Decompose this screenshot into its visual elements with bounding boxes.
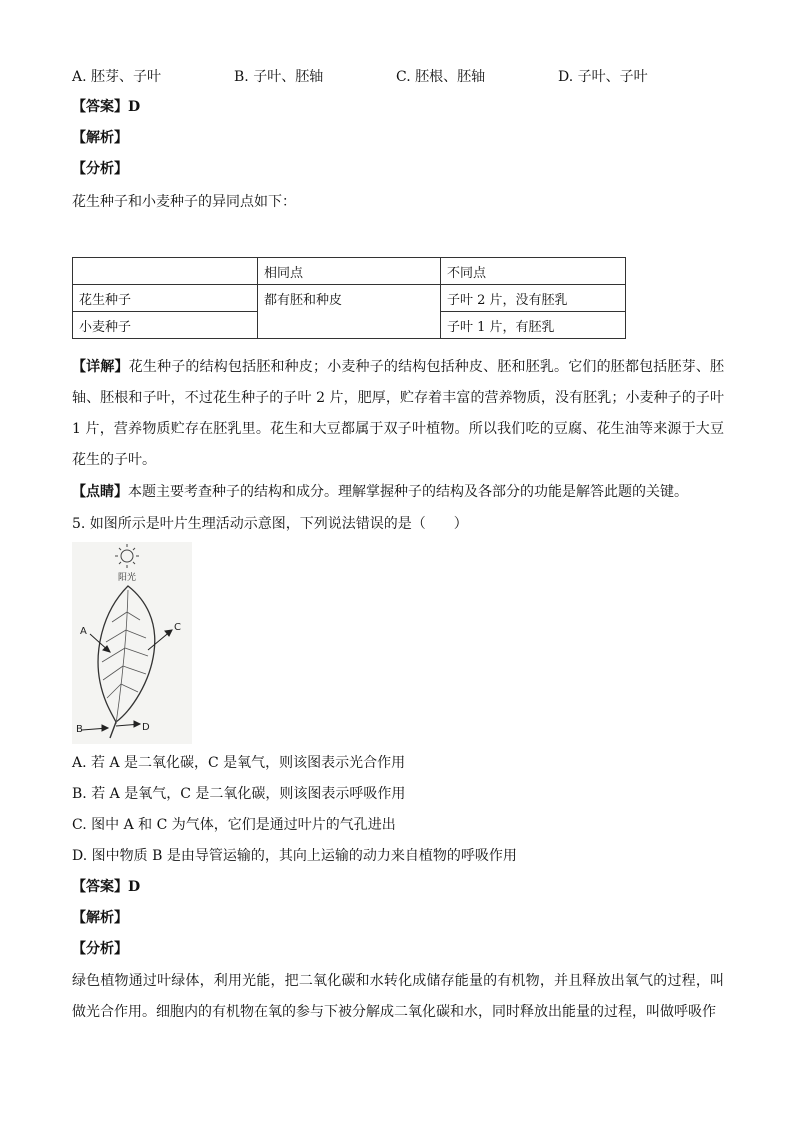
q4-option-b: B. 子叶、胚轴 [234, 69, 324, 85]
leaf-stem [110, 722, 116, 738]
q4-options [72, 66, 732, 86]
q4-table-intro: 花生种子和小麦种子的异同点如下： [72, 194, 296, 210]
q4-option-a: A. 胚芽、子叶 [72, 69, 162, 85]
q5-analysis-tag: 【解析】 [72, 910, 128, 926]
detail-tag: 【详解】 [72, 359, 129, 375]
q4-detail [72, 352, 724, 476]
table-cell-diff: 子叶 2 片，没有胚乳 [441, 285, 626, 312]
table-header-cell: 相同点 [258, 258, 441, 285]
leaf-diagram-svg [72, 542, 192, 744]
q5-analysis-text: 绿色植物通过叶绿体，利用光能，把二氧化碳和水转化成储存能量的有机物，并且释放出氧气的过程，叫做光合作用。细胞内的有机物在氧的参与下被分解成二氧化碳和水，同时释放出能量的过程，叫做呼吸作 [72, 973, 724, 1020]
q4-option-d: D. 子叶、子叶 [558, 69, 648, 85]
q4-analysis-tag: 【解析】 [72, 130, 128, 146]
arrow-icon [82, 630, 172, 731]
q4-answer [72, 97, 140, 117]
q5-option-a: A. 若 A 是二氧化碳，C 是氧气，则该图表示光合作用 [72, 755, 406, 771]
leaf-diagram [72, 542, 192, 744]
label-a: A [80, 626, 87, 637]
q5-fenxi-tag: 【分析】 [72, 941, 128, 957]
table-cell-same: 都有胚和种皮 [258, 285, 441, 339]
comment-tag: 【点睛】 [72, 484, 128, 500]
leaf-veins [102, 590, 148, 724]
q5-option-c: C. 图中 A 和 C 为气体，它们是通过叶片的气孔进出 [72, 817, 396, 833]
answer-tag: 【答案】 [72, 99, 128, 115]
table-cell-diff: 子叶 1 片，有胚乳 [441, 312, 626, 339]
detail-text: 花生种子的结构包括胚和种皮；小麦种子的结构包括种皮、胚和胚乳。它们的胚都包括胚芽、胚轴、胚根和子叶，不过花生种子的子叶 2 片，肥厚，贮存着丰富的营养物质，没有胚乳；小麦种子的子叶 1 片，营养物质贮存在胚乳里。花生和大豆都属于双子叶植物。所以我们吃的豆腐、花生油等来源于大豆花生的子叶。 [72, 359, 725, 468]
sun-label: 阳光 [118, 573, 137, 583]
comment-text: 本题主要考查种子的结构和成分。理解掌握种子的结构及各部分的功能是解答此题的关键。 [128, 484, 688, 500]
table-header-cell: 不同点 [441, 258, 626, 285]
answer-value: D [128, 879, 141, 895]
leaf-outline [98, 586, 155, 722]
table-cell-name: 小麦种子 [73, 312, 258, 339]
q5-option-b: B. 若 A 是氧气，C 是二氧化碳，则该图表示呼吸作用 [72, 786, 406, 802]
q4-option-c: C. 胚根、胚轴 [396, 69, 486, 85]
label-b: B [76, 724, 83, 735]
answer-tag: 【答案】 [72, 879, 128, 895]
table-row [73, 285, 626, 312]
q5-answer [72, 877, 140, 897]
label-d: D [142, 722, 150, 733]
seed-comparison-table [72, 257, 626, 339]
q5-stem: 5. 如图所示是叶片生理活动示意图，下列说法错误的是（ ） [72, 516, 468, 532]
table-cell-name: 花生种子 [73, 285, 258, 312]
answer-value: D [128, 99, 141, 115]
table-header-row [73, 258, 626, 285]
table-header-cell [73, 258, 258, 285]
q4-fenxi-tag: 【分析】 [72, 161, 128, 177]
sun-icon [115, 544, 139, 568]
q5-option-d: D. 图中物质 B 是由导管运输的，其向上运输的动力来自植物的呼吸作用 [72, 848, 517, 864]
q4-comment [72, 477, 724, 508]
label-c: C [174, 622, 181, 633]
